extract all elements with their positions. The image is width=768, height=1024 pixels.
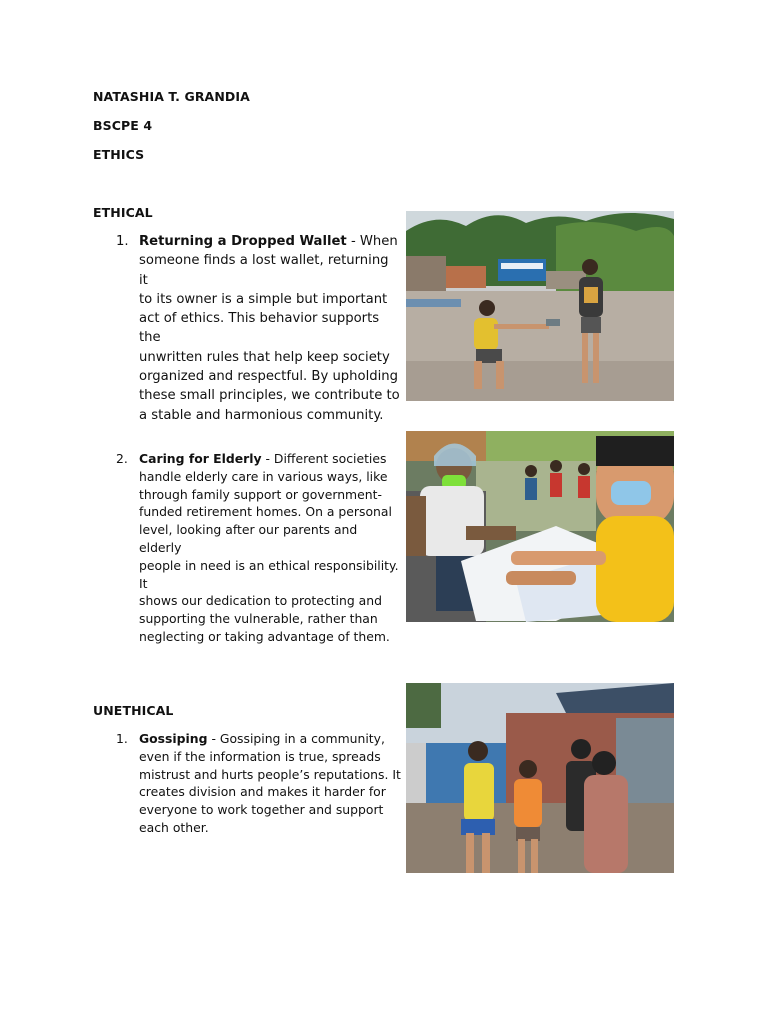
item-line: to its owner is a simple but important (139, 291, 388, 307)
item-number: 1. (116, 731, 128, 746)
item-line: people in need is an ethical responsibility. It (139, 557, 399, 591)
item-line: - Different societies (261, 451, 387, 466)
item-line: even if the information is true, spreads (139, 748, 381, 764)
photo-caring-elderly (406, 431, 674, 622)
item-line: level, looking after our parents and elderly (139, 522, 358, 555)
item-number: 1. (116, 234, 129, 249)
item-line: through family support or government- (139, 486, 382, 502)
item-line: these small principles, we contribute to (139, 388, 400, 404)
item-line: funded retirement homes. On a personal (139, 504, 392, 520)
item-number: 2. (116, 451, 128, 466)
item-line: handle elderly care in various ways, like (139, 468, 388, 484)
item-line: act of ethics. This behavior supports the (139, 311, 380, 346)
subject-label: ETHICS (93, 147, 145, 162)
item-body (139, 232, 401, 425)
course-label: BSCPE 4 (93, 118, 153, 133)
item-line: neglecting or taking advantage of them. (139, 628, 390, 644)
item-title: Returning a Dropped Wallet (139, 234, 347, 249)
photo-gossiping (406, 683, 674, 873)
item-title: Gossiping (139, 731, 208, 746)
photo-returning-wallet (406, 211, 674, 401)
item-line: a stable and harmonious community. (139, 407, 384, 423)
author-name: NATASHIA T. GRANDIA (93, 89, 250, 104)
item-line: mistrust and hurts people’s reputations. It (139, 766, 401, 782)
item-title: Caring for Elderly (139, 451, 262, 466)
item-line: creates division and makes it harder for (139, 784, 386, 800)
item-body (139, 730, 401, 837)
item-line: - Gossiping in a community, (207, 731, 385, 746)
item-line: someone finds a lost wallet, returning it (139, 253, 389, 288)
item-line: - When (346, 234, 398, 249)
item-line: shows our dedication to protecting and (139, 593, 382, 609)
item-line: each other. (139, 819, 209, 835)
item-body (139, 450, 401, 646)
item-line: unwritten rules that help keep society (139, 349, 390, 365)
section-heading-ethical: ETHICAL (93, 205, 153, 220)
item-line: everyone to work together and support (139, 802, 384, 818)
item-line: organized and respectful. By upholding (139, 369, 399, 385)
item-line: supporting the vulnerable, rather than (139, 611, 378, 627)
section-heading-unethical: UNETHICAL (93, 703, 174, 718)
